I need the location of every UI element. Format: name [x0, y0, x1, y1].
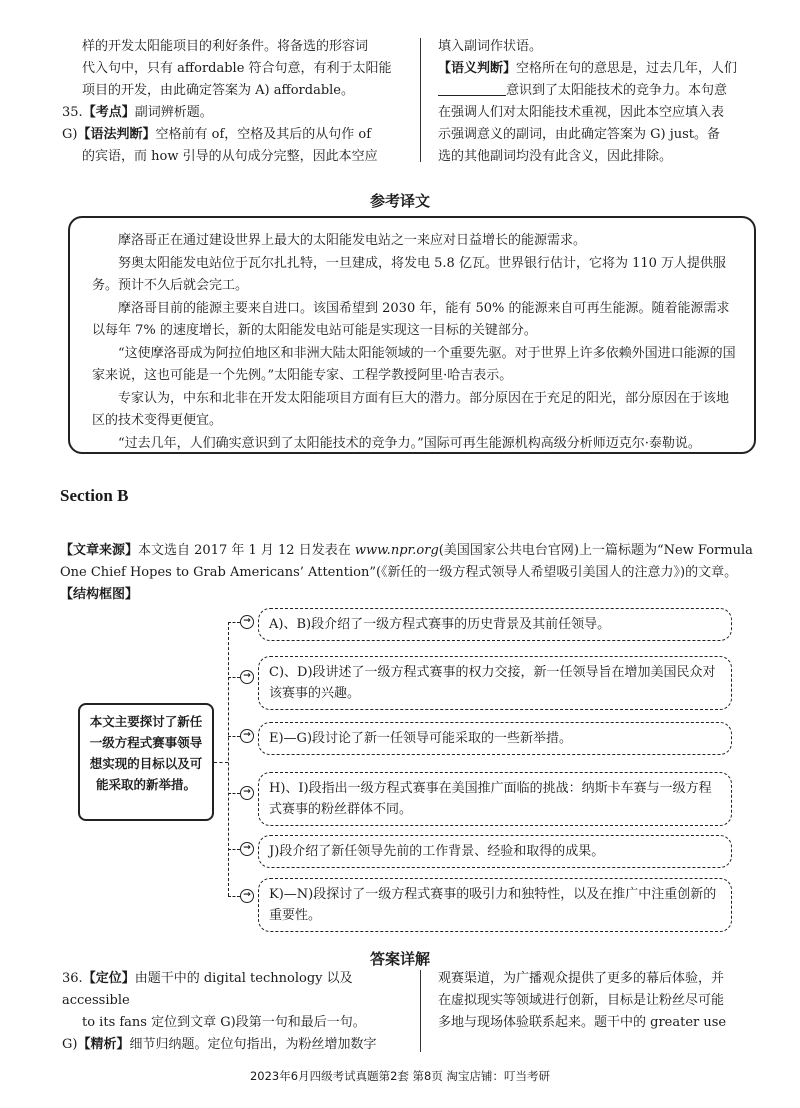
page-footer: 2023年6月四级考试真题第2套 第8页 淘宝店铺：叮当考研	[249, 1069, 551, 1083]
translation-paragraph: 努奥太阳能发电站位于瓦尔扎扎特，一旦建成，将发电 5.8 亿瓦。世界银行估计，它将为 110 万人提供服务。预计不久后就会完工。	[92, 255, 727, 293]
answer-blank	[438, 82, 506, 96]
locate-text: 由题干中的 digital technology 以及 accessible	[62, 971, 353, 1008]
structure-node: A)、B)段介绍了一级方程式赛事的历史背景及其前任领导。	[258, 608, 732, 641]
section-title: Section B	[60, 486, 129, 505]
translation-paragraph: 摩洛哥目前的能源主要来自进口。该国希望到 2030 年，能有 50% 的能源来自可再生能源。随着能源需求以每年 7% 的速度增长，新的太阳能发电站可能是实现这一目标的关键部分。	[92, 300, 730, 338]
question-36	[62, 968, 404, 1012]
text-line: 在虚拟现实等领域进行创新，目标是让粉丝尽可能	[438, 993, 725, 1008]
text-line: 项目的开发，由此确定答案为 A) affordable。	[82, 83, 354, 98]
point-tag: 【考点】	[82, 105, 135, 120]
text-line: to its fans 定位到文章 G)段第一句和最后一句。	[82, 1015, 366, 1030]
point-text: 副词辨析题。	[134, 105, 213, 120]
text-line: 多地与现场体验联系起来。题干中的 greater use	[438, 1015, 727, 1030]
top-right-column	[438, 36, 768, 168]
translation-paragraph: “过去几年，人们确实意识到了太阳能技术的竞争力。”国际可再生能源机构高级分析师迈克尔·泰勒说。	[118, 435, 701, 451]
locate-tag: 【定位】	[82, 971, 135, 986]
semantic-text-cont: 意识到了太阳能技术的竞争力。本句意	[506, 83, 728, 98]
text-line: 在强调人们对太阳能技术重视，因此本空应填入表	[438, 105, 725, 120]
analysis-tag: 【精析】	[77, 1037, 130, 1052]
connector-line	[228, 622, 229, 896]
structure-node: K)—N)段探讨了一级方程式赛事的吸引力和独特性，以及在推广中注重创新的重要性。	[258, 878, 732, 932]
main-topic-box: 本文主要探讨了新任一级方程式赛事领导想实现的目标以及可能采取的新举措。	[78, 703, 214, 821]
source-site: www.npr.org	[354, 543, 439, 558]
analysis-text: 细节归纳题。定位句指出，为粉丝增加数字	[129, 1037, 377, 1052]
text-line: 填入副词作状语。	[438, 39, 543, 54]
answer-heading: 答案详解	[369, 950, 430, 968]
text-line: 观赛渠道，为广播观众提供了更多的幕后体验，并	[438, 971, 725, 986]
arrow-icon: →	[240, 786, 254, 800]
arrow-icon: →	[240, 670, 254, 684]
question-number: 35.	[62, 105, 83, 120]
question-35	[62, 102, 402, 124]
grammar-text: 空格前有 of，空格及其后的从句作 of	[155, 127, 372, 142]
top-left-column	[62, 36, 402, 168]
translation-box	[68, 216, 756, 454]
text-line	[438, 80, 768, 102]
text-line: 的宾语，而 how 引导的从句成分完整，因此本空应	[82, 149, 378, 164]
source-text: (美国国家公共电台官网)上一篇标题为“New Formula One Chief Hopes to Grab Americans’ Attention”(《新任的一级方程式领导人希望吸引美国人的注意力》)的文章。	[60, 543, 753, 580]
text-line: 选的其他副词均没有此含义，因此排除。	[438, 149, 673, 164]
connector-line	[214, 762, 228, 763]
column-divider	[420, 38, 421, 162]
semantic-judgement	[438, 58, 768, 80]
text-line: 代入句中，只有 affordable 符合句意，有利于太阳能	[82, 61, 392, 76]
arrow-icon: →	[240, 615, 254, 629]
source-tag: 【文章来源】	[60, 543, 139, 558]
question-number: 36.	[62, 971, 83, 986]
arrow-icon: →	[240, 889, 254, 903]
arrow-icon: →	[240, 729, 254, 743]
structure-node: H)、I)段指出一级方程式赛事在美国推广面临的挑战：纳斯卡车赛与一级方程式赛事的粉丝群体不同。	[258, 772, 732, 826]
column-divider	[420, 970, 421, 1052]
translation-paragraph: “这使摩洛哥成为阿拉伯地区和非洲大陆太阳能领域的一个重要先驱。对于世界上许多依赖外国进口能源的国家来说，这也可能是一个先例。”太阳能专家、工程学教授阿里·哈吉表示。	[92, 345, 736, 383]
option-label: G)	[62, 1037, 78, 1052]
structure-node: C)、D)段讲述了一级方程式赛事的权力交接，新一任领导旨在增加美国民众对该赛事的兴趣。	[258, 656, 732, 710]
reference-heading: 参考译文	[369, 192, 430, 210]
grammar-tag: 【语法判断】	[77, 127, 156, 142]
bottom-right-column	[438, 968, 768, 1034]
structure-label: 【结构框图】	[60, 587, 139, 602]
structure-node: J)段介绍了新任领导先前的工作背景、经验和取得的成果。	[258, 835, 732, 868]
option-label: G)	[62, 127, 78, 142]
bottom-left-column	[62, 968, 404, 1056]
translation-paragraph: 专家认为，中东和北非在开发太阳能项目方面有巨大的潜力。部分原因在于充足的阳光，部分原因在于该地区的技术变得更便宜。	[92, 390, 730, 428]
translation-paragraph: 摩洛哥正在通过建设世界上最大的太阳能发电站之一来应对日益增长的能源需求。	[118, 233, 587, 248]
text-line: 示强调意义的副词，由此确定答案为 G) just。备	[438, 127, 721, 142]
grammar-judgement	[62, 124, 402, 146]
structure-node: E)—G)段讨论了新一任领导可能采取的一些新举措。	[258, 722, 732, 755]
analysis	[62, 1034, 404, 1056]
text-line: 样的开发太阳能项目的利好条件。将备选的形容词	[82, 39, 369, 54]
arrow-icon: →	[240, 842, 254, 856]
semantic-tag: 【语义判断】	[438, 61, 517, 76]
semantic-text: 空格所在句的意思是，过去几年，人们	[516, 61, 738, 76]
article-source	[60, 540, 760, 584]
source-text: 本文选自 2017 年 1 月 12 日发表在	[138, 543, 355, 558]
